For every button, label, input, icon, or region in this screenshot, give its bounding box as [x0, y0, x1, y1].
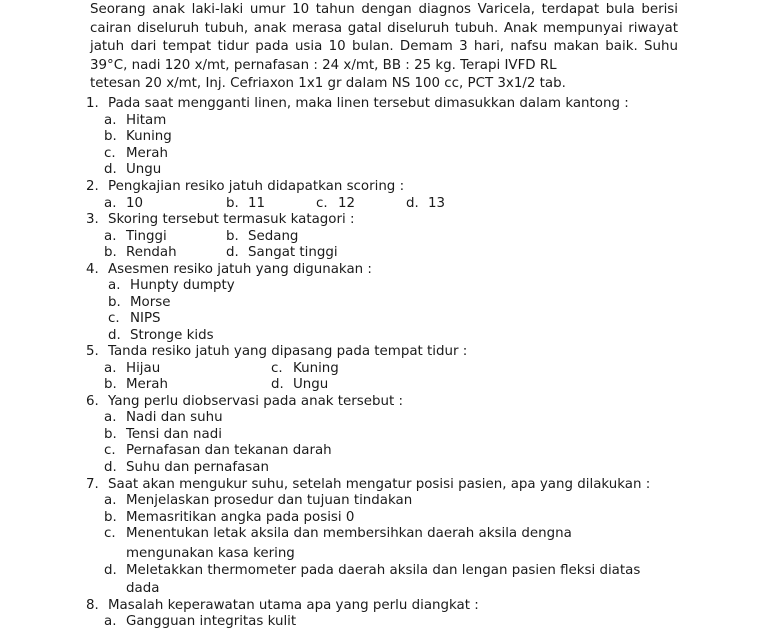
option-text: Menentukan letak aksila dan membersihkan daerah aksila dengna	[126, 526, 572, 541]
question-number: 3.	[86, 212, 99, 227]
option-4d	[108, 328, 214, 344]
question-text: Asesmen resiko jatuh yang digunakan :	[108, 262, 372, 277]
question-text: Pada saat mengganti linen, maka linen tersebut dimasukkan dalam kantong :	[108, 96, 629, 111]
question-text: Skoring tersebut termasuk katagori :	[108, 212, 355, 227]
option-text: Kuning	[293, 361, 339, 376]
option-2d	[406, 196, 445, 212]
question-1	[86, 96, 629, 112]
question-number: 2.	[86, 179, 99, 194]
option-text: Memasritikan angka pada posisi 0	[126, 510, 355, 525]
option-text: Merah	[126, 146, 168, 161]
option-letter: d.	[271, 377, 284, 392]
option-letter: b.	[226, 196, 239, 211]
option-letter: b.	[104, 427, 117, 442]
case-description	[90, 1, 678, 94]
question-text: Pengkajian resiko jatuh didapatkan scoring :	[108, 179, 405, 194]
option-letter: a.	[104, 196, 117, 211]
question-text: Yang perlu diobservasi pada anak tersebut :	[108, 394, 403, 409]
question-3	[86, 212, 355, 228]
option-1c	[104, 146, 168, 162]
option-letter: c.	[108, 311, 120, 326]
option-2b	[226, 196, 265, 212]
option-text: Kuning	[126, 129, 172, 144]
option-letter: a.	[104, 113, 117, 128]
option-2c	[316, 196, 355, 212]
option-4a	[108, 278, 235, 294]
option-4c	[108, 311, 161, 327]
option-letter: b.	[104, 377, 117, 392]
option-text: Sedang	[248, 229, 299, 244]
question-number: 4.	[86, 262, 99, 277]
option-letter: d.	[104, 162, 117, 177]
option-letter: d.	[406, 196, 419, 211]
question-number: 7.	[86, 477, 99, 492]
option-letter: b.	[104, 129, 117, 144]
option-7a	[104, 493, 412, 509]
option-8a	[104, 614, 296, 630]
question-text: Saat akan mengukur suhu, setelah mengatur posisi pasien, apa yang dilakukan :	[108, 477, 651, 492]
question-text: Tanda resiko jatuh yang dipasang pada tempat tidur :	[108, 344, 468, 359]
option-text: Nadi dan suhu	[126, 410, 223, 425]
option-3b	[226, 229, 298, 245]
option-4b	[108, 295, 170, 311]
option-letter: b.	[226, 229, 239, 244]
case-text: Seorang anak laki-laki umur 10 tahun dengan diagnos Varicela, terdapat bula berisi cairan diseluruh tubuh, anak merasa gatal diseluruh tubuh. Anak mempunyai riwayat jatuh dari tempat tidur pada usia 10 bulan. Demam 3 hari, nafsu makan baik. Suhu 39°C, nadi 120 x/mt, pernafasan : 24 x/mt, BB : 25 kg. Terapi IVFD RL	[90, 2, 678, 73]
option-letter: a.	[104, 410, 117, 425]
option-text: Ungu	[126, 162, 162, 177]
question-7	[86, 477, 650, 493]
option-7c-continuation: mengunakan kasa kering	[126, 546, 295, 561]
option-text: 12	[338, 196, 356, 211]
option-letter: c.	[104, 146, 116, 161]
option-6d	[104, 460, 269, 476]
option-7b	[104, 510, 354, 526]
option-5d	[271, 377, 328, 393]
option-5c	[271, 361, 339, 377]
option-1a	[104, 113, 166, 129]
question-4	[86, 262, 372, 278]
option-text: Sangat tinggi	[248, 245, 338, 260]
option-letter: a.	[104, 493, 117, 508]
option-letter: d.	[108, 328, 121, 343]
option-text: Tinggi	[126, 229, 167, 244]
option-7d	[104, 563, 640, 579]
option-6c	[104, 443, 332, 459]
option-text: Suhu dan pernafasan	[126, 460, 269, 475]
option-1b	[104, 129, 172, 145]
option-1d	[104, 162, 161, 178]
option-3a	[104, 229, 167, 245]
option-text: Stronge kids	[130, 328, 214, 343]
option-letter: a.	[108, 278, 121, 293]
option-letter: c.	[104, 526, 116, 541]
option-letter: c.	[104, 443, 116, 458]
option-7c	[104, 526, 572, 542]
question-text: Masalah keperawatan utama apa yang perlu diangkat :	[108, 598, 479, 613]
option-letter: a.	[104, 229, 117, 244]
question-8	[86, 598, 479, 614]
option-letter: b.	[104, 510, 117, 525]
option-text: Tensi dan nadi	[126, 427, 222, 442]
option-letter: d.	[104, 563, 117, 578]
option-text: Ungu	[293, 377, 329, 392]
option-text: 10	[126, 196, 144, 211]
option-letter: a.	[104, 361, 117, 376]
option-text: Pernafasan dan tekanan darah	[126, 443, 332, 458]
option-text: Morse	[130, 295, 171, 310]
option-text: Merah	[126, 377, 168, 392]
option-letter: c.	[271, 361, 283, 376]
question-number: 6.	[86, 394, 99, 409]
option-5b	[104, 377, 168, 393]
option-text: 13	[428, 196, 446, 211]
question-number: 8.	[86, 598, 99, 613]
option-letter: c.	[316, 196, 328, 211]
question-number: 1.	[86, 96, 99, 111]
option-letter: b.	[108, 295, 121, 310]
option-6a	[104, 410, 223, 426]
option-text: Hunpty dumpty	[130, 278, 235, 293]
option-text: Meletakkan thermometer pada daerah aksila dan lengan pasien fleksi diatas	[126, 563, 641, 578]
option-text: Hitam	[126, 113, 167, 128]
option-letter: a.	[104, 614, 117, 629]
option-letter: d.	[104, 460, 117, 475]
option-3c	[104, 245, 177, 261]
option-text: Gangguan integritas kulit	[126, 614, 297, 629]
case-text-last-line: tetesan 20 x/mt, Inj. Cefriaxon 1x1 gr dalam NS 100 cc, PCT 3x1/2 tab.	[90, 76, 566, 92]
option-3d	[226, 245, 338, 261]
question-6	[86, 394, 403, 410]
option-2a	[104, 196, 143, 212]
option-text: 11	[248, 196, 266, 211]
question-5	[86, 344, 467, 360]
option-7d-continuation: dada	[126, 581, 160, 596]
option-letter: d.	[226, 245, 239, 260]
option-6b	[104, 427, 222, 443]
option-text: Hijau	[126, 361, 161, 376]
option-letter: b.	[104, 245, 117, 260]
option-text: Menjelaskan prosedur dan tujuan tindakan	[126, 493, 413, 508]
option-5a	[104, 361, 160, 377]
option-text: Rendah	[126, 245, 177, 260]
option-text: NIPS	[130, 311, 161, 326]
question-number: 5.	[86, 344, 99, 359]
question-2	[86, 179, 404, 195]
